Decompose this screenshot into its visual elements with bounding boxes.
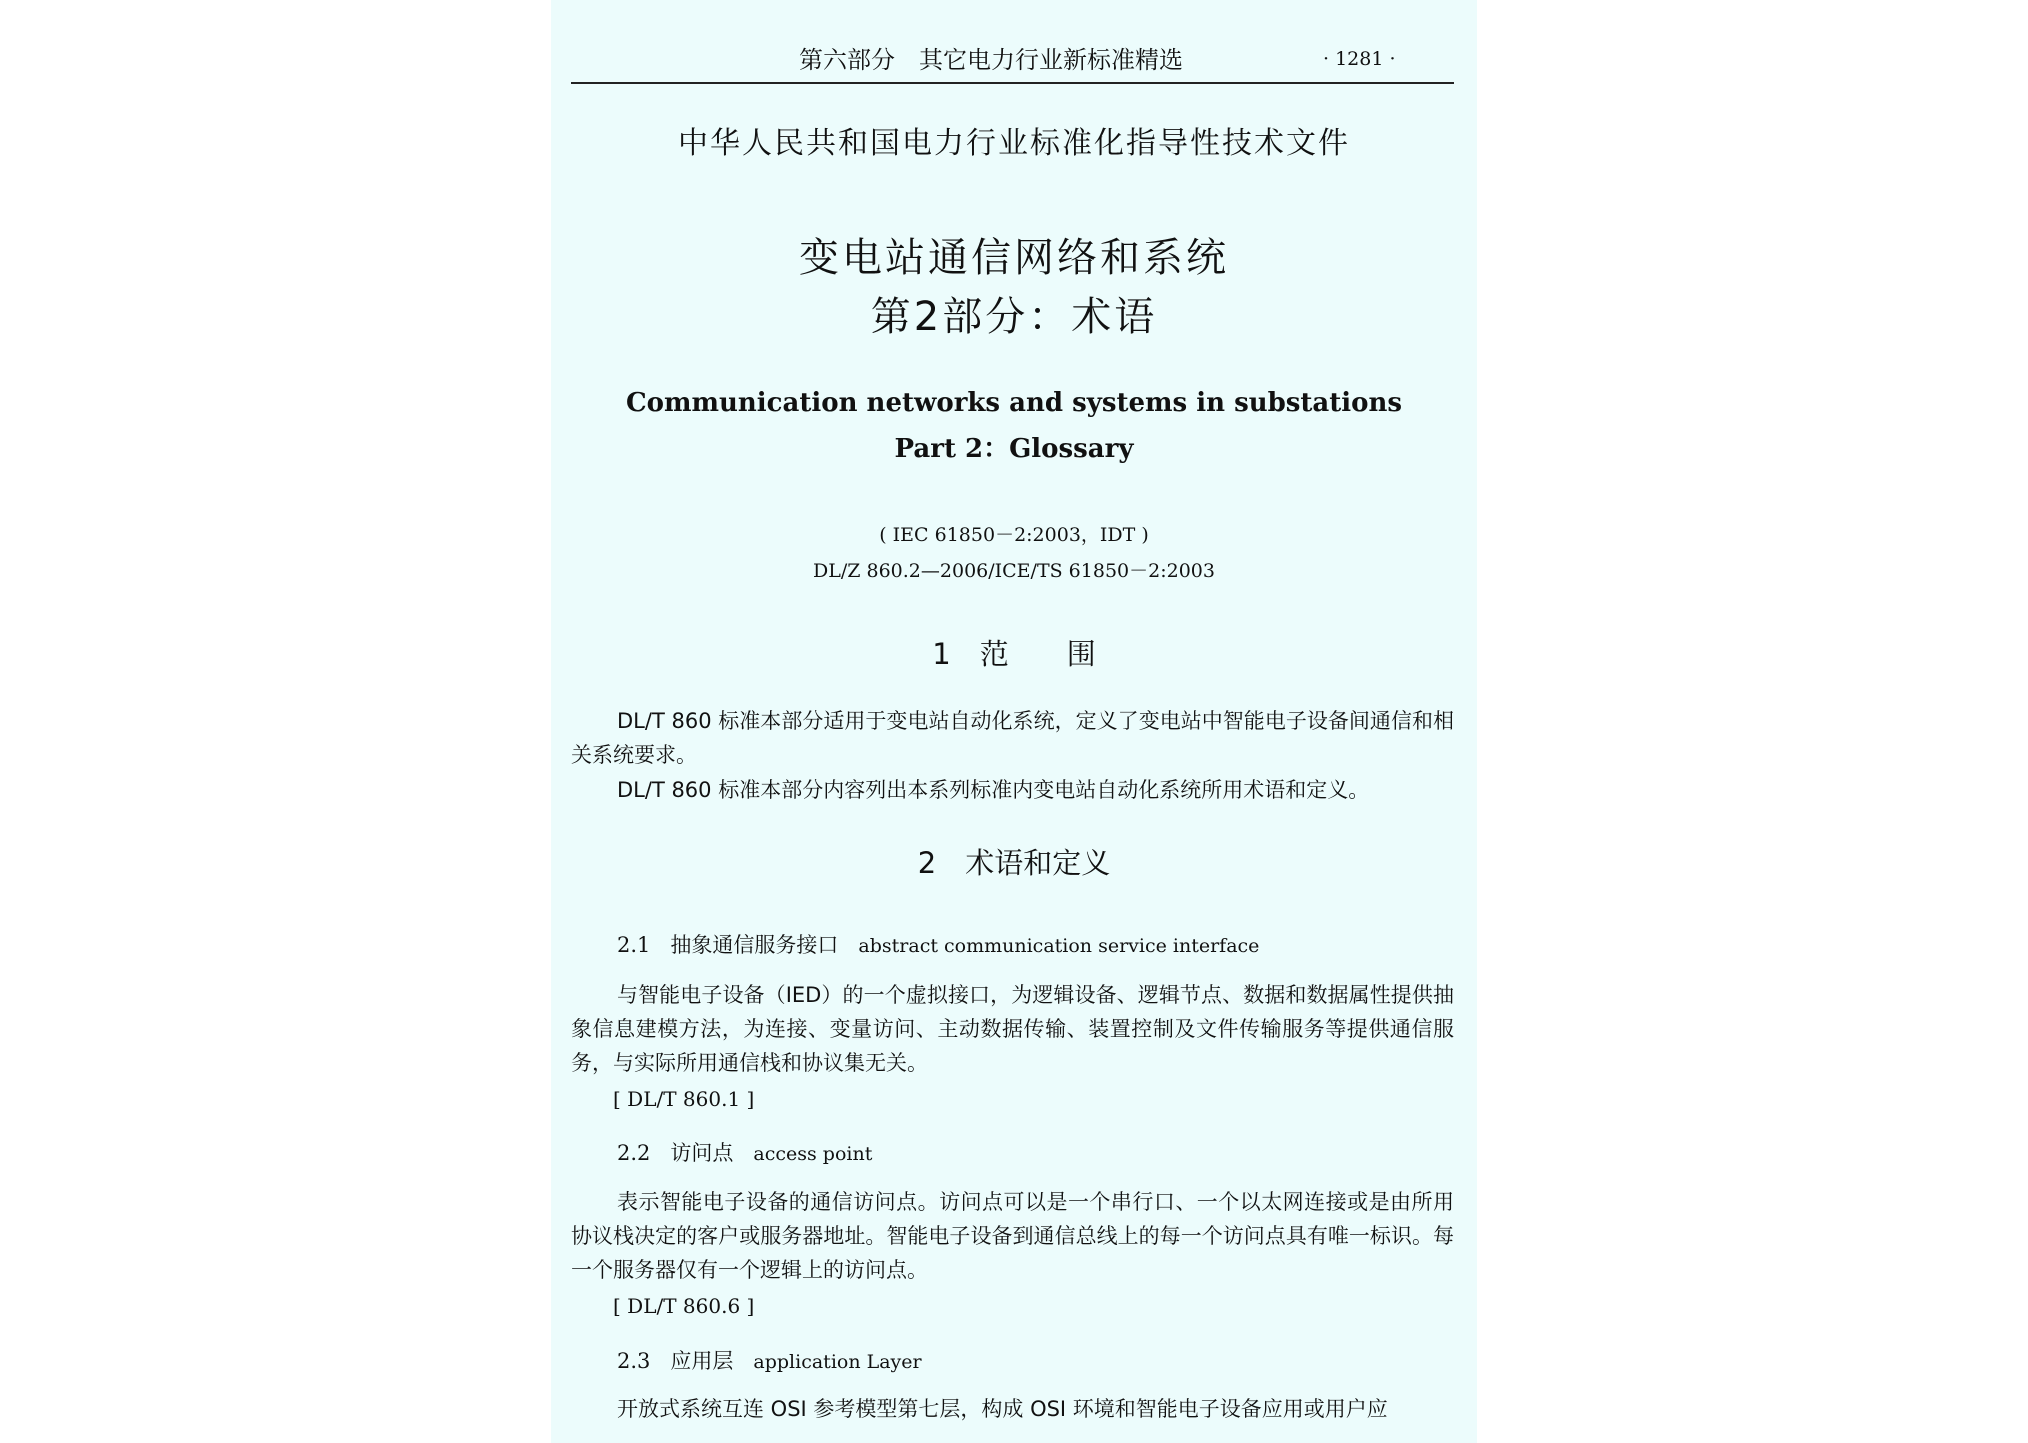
document-page — [551, 0, 1477, 1443]
header-rule — [571, 82, 1454, 84]
title-cn-line1: 变电站通信网络和系统 — [799, 235, 1229, 281]
term-en: application Layer — [753, 1351, 922, 1373]
document-type: 中华人民共和国电力行业标准化指导性技术文件 — [678, 126, 1350, 161]
term-heading — [617, 1345, 922, 1375]
section-2-heading: 2 术语和定义 — [917, 846, 1111, 880]
title-en-line2: Part 2：Glossary — [894, 434, 1134, 464]
term-reference: [ DL/T 860.1 ] — [613, 1087, 755, 1111]
term-number: 2.2 — [617, 1141, 651, 1165]
term-definition: 开放式系统互连 OSI 参考模型第七层，构成 OSI 环境和智能电子设备应用或用户应 — [617, 1397, 1388, 1421]
section-1-paragraph-2: DL/T 860 标准本部分内容列出本系列标准内变电站自动化系统所用术语和定义。 — [617, 778, 1370, 802]
title-cn-line2: 第2部分：术语 — [870, 294, 1158, 340]
title-en-line1: Communication networks and systems in substations — [625, 388, 1403, 418]
term-heading — [617, 929, 1259, 959]
term-number: 2.3 — [617, 1349, 651, 1373]
term-cn: 访问点 — [670, 1141, 734, 1165]
dl-standard-id: DL/Z 860.2—2006/ICE/TS 61850－2:2003 — [813, 560, 1215, 582]
section-1-paragraph-1: DL/T 860 标准本部分适用于变电站自动化系统，定义了变电站中智能电子设备间通信和相关系统要求。 — [571, 709, 1454, 767]
term-reference: [ DL/T 860.6 ] — [613, 1294, 755, 1318]
running-header-section: 第六部分 其它电力行业新标准精选 — [799, 46, 1183, 74]
term-heading — [617, 1137, 872, 1167]
term-en: abstract communication service interface — [858, 935, 1260, 957]
iec-standard-id: ( IEC 61850－2:2003，IDT ) — [879, 524, 1149, 546]
term-cn: 抽象通信服务接口 — [670, 933, 839, 957]
term-number: 2.1 — [617, 933, 651, 957]
term-definition: 与智能电子设备（IED）的一个虚拟接口，为逻辑设备、逻辑节点、数据和数据属性提供抽象信息建模方法，为连接、变量访问、主动数据传输、装置控制及文件传输服务等提供通信服务，与实际所用通信栈和协议集无关。 — [571, 983, 1454, 1075]
section-1-heading: 1 范 围 — [932, 637, 1096, 671]
term-en: access point — [753, 1143, 873, 1165]
term-cn: 应用层 — [670, 1349, 734, 1373]
term-definition: 表示智能电子设备的通信访问点。访问点可以是一个串行口、一个以太网连接或是由所用协议栈决定的客户或服务器地址。智能电子设备到通信总线上的每一个访问点具有唯一标识。每一个服务器仅有一个逻辑上的访问点。 — [571, 1190, 1454, 1282]
page-number: · 1281 · — [1323, 48, 1396, 70]
